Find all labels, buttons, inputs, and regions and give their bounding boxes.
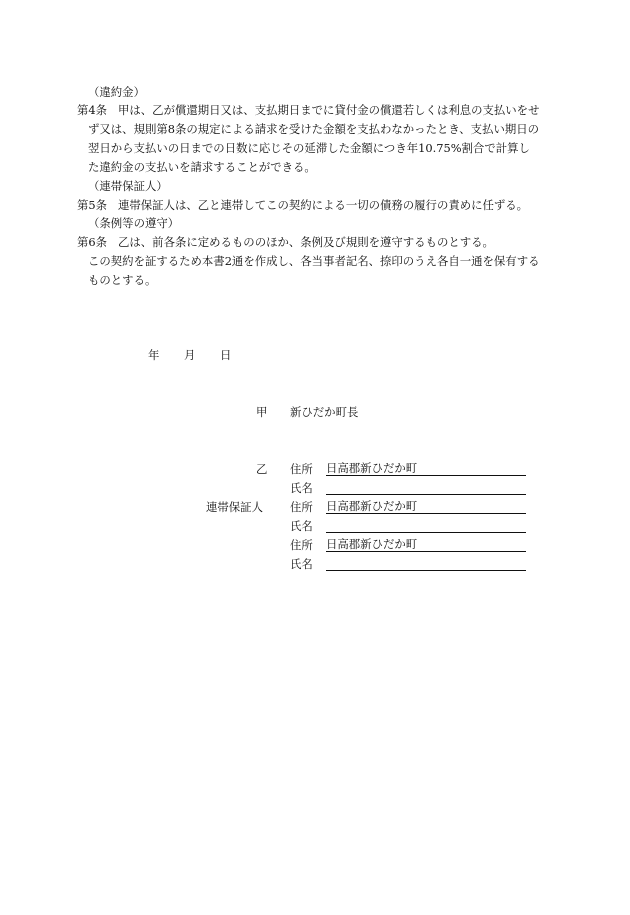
party-b-name-label: 氏名 (290, 481, 313, 495)
article-5-number: 第5条 (77, 198, 108, 212)
article-4-text-line-2: ず又は、規則第8条の規定による請求を受けた金額を支払わなかったとき、支払い期日の (88, 122, 540, 136)
party-b-name-field[interactable] (326, 480, 526, 495)
guarantor-1-address-label: 住所 (290, 500, 313, 514)
article-6-heading: （条例等の遵守） (88, 216, 180, 230)
guarantor-2-name-label: 氏名 (290, 557, 313, 571)
article-4-heading: （違約金） (88, 85, 145, 99)
guarantor-label: 連帯保証人 (206, 500, 263, 514)
party-b-address-label: 住所 (290, 462, 313, 476)
date-month: 月 (184, 348, 196, 362)
guarantor-2-address-field[interactable]: 日高郡新ひだか町 (326, 537, 526, 552)
article-4-text-line-1: 甲は、乙が償還期日又は、支払期日までに貸付金の償還若しくは利息の支払いをせ (118, 103, 540, 117)
date-year: 年 (148, 348, 160, 362)
guarantor-1-name-field[interactable] (326, 518, 526, 533)
guarantor-2-address-label: 住所 (290, 538, 313, 552)
party-b-label: 乙 (256, 462, 268, 476)
article-6-number: 第6条 (77, 235, 108, 249)
party-a-label: 甲 (256, 405, 268, 419)
closing-text-line-2: ものとする。 (88, 273, 157, 287)
guarantor-2-name-field[interactable] (326, 556, 526, 571)
party-a-name: 新ひだか町長 (290, 405, 359, 419)
article-4-text-line-4: た違約金の支払いを請求することができる。 (88, 160, 316, 174)
date-day: 日 (220, 348, 232, 362)
party-b-address-field[interactable]: 日高郡新ひだか町 (326, 461, 526, 476)
guarantor-1-name-label: 氏名 (290, 519, 313, 533)
guarantor-1-address-field[interactable]: 日高郡新ひだか町 (326, 499, 526, 514)
article-4-number: 第4条 (77, 103, 108, 117)
article-5-heading: （連帯保証人） (88, 179, 168, 193)
article-5-text-line-1: 連帯保証人は、乙と連帯してこの契約による一切の債務の履行の責めに任ずる。 (118, 198, 529, 212)
article-4-text-line-3: 翌日から支払いの日までの日数に応じその延滞した金額につき年10.75%割合で計算し (88, 141, 530, 155)
closing-text-line-1: この契約を証するため本書2通を作成し、各当事者記名、捺印のうえ各自一通を保有する (88, 254, 540, 268)
article-6-text-line-1: 乙は、前各条に定めるもののほか、条例及び規則を遵守するものとする。 (118, 235, 494, 249)
